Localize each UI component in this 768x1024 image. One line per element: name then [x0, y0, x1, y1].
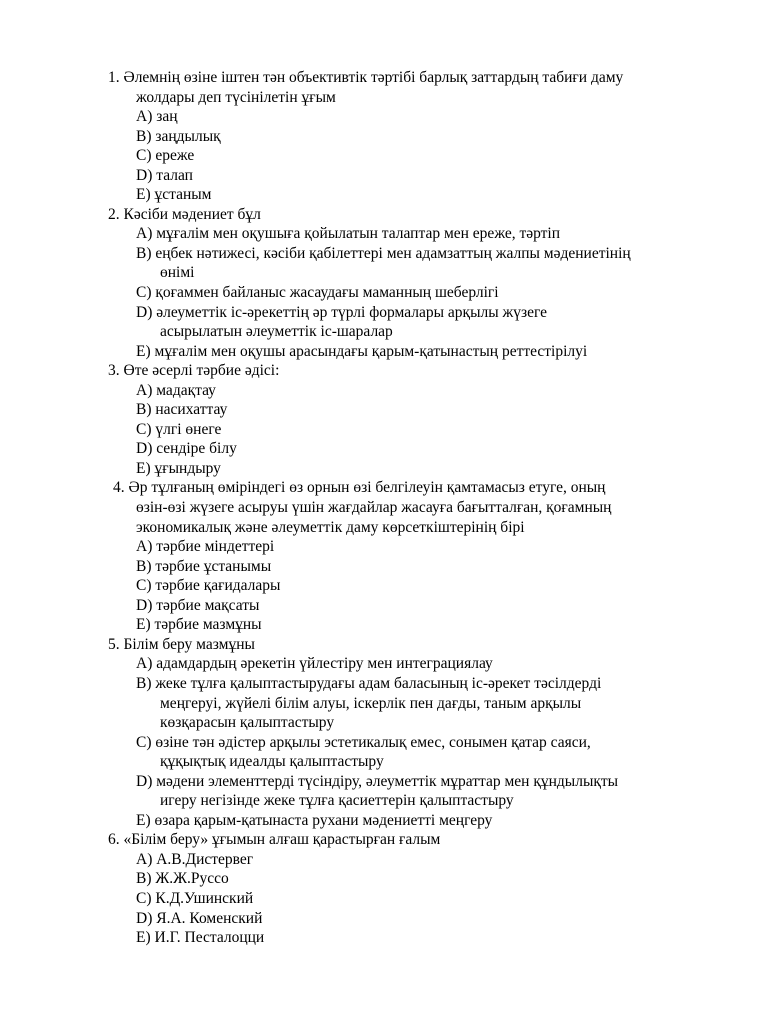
- question-5: [0, 635, 768, 830]
- question-text: 4. Әр тұлғаның өміріндегі өз орнын өзі белгілеуін қамтамасыз етуге, оның: [113, 479, 606, 497]
- option-e: E) өзара қарым-қатынаста рухани мәдениетті меңгеру: [136, 811, 493, 829]
- question-text: 2. Кәсіби мәдениет бұл: [108, 205, 261, 223]
- option-e: E) тәрбие мазмұны: [136, 616, 262, 634]
- option-a: A) заң: [136, 108, 178, 126]
- option-d: D) әлеуметтік іс-әрекеттің әр түрлі формалары арқылы жүзеге: [136, 303, 547, 321]
- option-e: E) мұғалім мен оқушы арасындағы қарым-қатынастың реттестірілуі: [136, 342, 588, 360]
- option-b: B) Ж.Ж.Руссо: [136, 870, 229, 888]
- option-b: B) жеке тұлға қалыптастырудағы адам баласының іс-әрекет тәсілдерді: [136, 674, 602, 692]
- option-b: B) еңбек нәтижесі, кәсіби қабілеттері мен адамзаттың жалпы мәдениетінің: [136, 244, 631, 262]
- option-a: A) А.В.Дистервег: [136, 850, 254, 868]
- option-b-continued: меңгеруі, жүйелі білім алуы, іскерлік пен дағды, таным арқылы: [160, 694, 582, 712]
- option-d: D) тәрбие мақсаты: [136, 596, 260, 614]
- question-2: [0, 205, 768, 361]
- option-d: D) мәдени элементтерді түсіндіру, әлеуметтік мұраттар мен құндылықты: [136, 772, 619, 790]
- option-c: C) тәрбие қағидалары: [136, 577, 281, 595]
- question-text: 6. «Білім беру» ұғымын алғаш қарастырған ғалым: [108, 831, 441, 849]
- option-a: A) мадақтау: [136, 381, 216, 399]
- option-d: D) сендіре білу: [136, 440, 237, 458]
- option-c: C) өзіне тән әдістер арқылы эстетикалық емес, сонымен қатар саяси,: [136, 733, 591, 751]
- question-text-continued: жолдары деп түсінілетін ұғым: [136, 88, 336, 106]
- option-c-continued: құқықтық идеалды қалыптастыру: [160, 753, 384, 771]
- question-text: 5. Білім беру мазмұны: [108, 635, 255, 653]
- option-d: D) Я.А. Коменский: [136, 909, 263, 927]
- option-c: C) үлгі өнеге: [136, 420, 222, 438]
- option-a: A) мұғалім мен оқушыға қойылатын талаптар мен ереже, тәртіп: [136, 225, 561, 243]
- option-a: A) адамдардың әрекетін үйлестіру мен интеграциялау: [136, 655, 493, 673]
- option-b: B) тәрбие ұстанымы: [136, 557, 272, 575]
- option-d-continued: игеру негізінде жеке тұлға қасиеттерін қалыптастыру: [160, 792, 514, 810]
- option-e: E) И.Г. Песталоцци: [136, 929, 265, 947]
- option-c: C) К.Д.Ушинский: [136, 889, 254, 907]
- option-b-continued: көзқарасын қалыптастыру: [160, 714, 335, 732]
- question-6: [0, 830, 768, 947]
- question-4: [0, 478, 768, 634]
- question-1: [0, 68, 768, 205]
- option-e: E) ұстаным: [136, 186, 212, 204]
- option-b: B) насихаттау: [136, 401, 228, 419]
- option-d-continued: асырылатын әлеуметтік іс-шаралар: [160, 323, 393, 341]
- option-e: E) ұғындыру: [136, 459, 221, 477]
- option-c: C) ереже: [136, 147, 195, 165]
- question-3: [0, 361, 768, 478]
- question-text: 1. Әлемнің өзіне іштен тән объективтік тәртібі барлық заттардың табиғи даму: [108, 69, 624, 86]
- option-d: D) талап: [136, 166, 193, 184]
- test-document: [0, 68, 768, 948]
- question-text-continued: өзін-өзі жүзеге асыруы үшін жағдайлар жасауға бағытталған, қоғамның: [136, 499, 612, 517]
- option-c: C) қоғаммен байланыс жасаудағы маманның шеберлігі: [136, 284, 499, 302]
- question-text-continued: экономикалық және әлеуметтік даму көрсеткіштерінің бірі: [136, 518, 525, 536]
- option-a: A) тәрбие міндеттері: [136, 538, 275, 556]
- option-b-continued: өнімі: [160, 264, 195, 282]
- question-text: 3. Өте әсерлі тәрбие әдісі:: [108, 362, 280, 380]
- option-b: B) заңдылық: [136, 127, 221, 145]
